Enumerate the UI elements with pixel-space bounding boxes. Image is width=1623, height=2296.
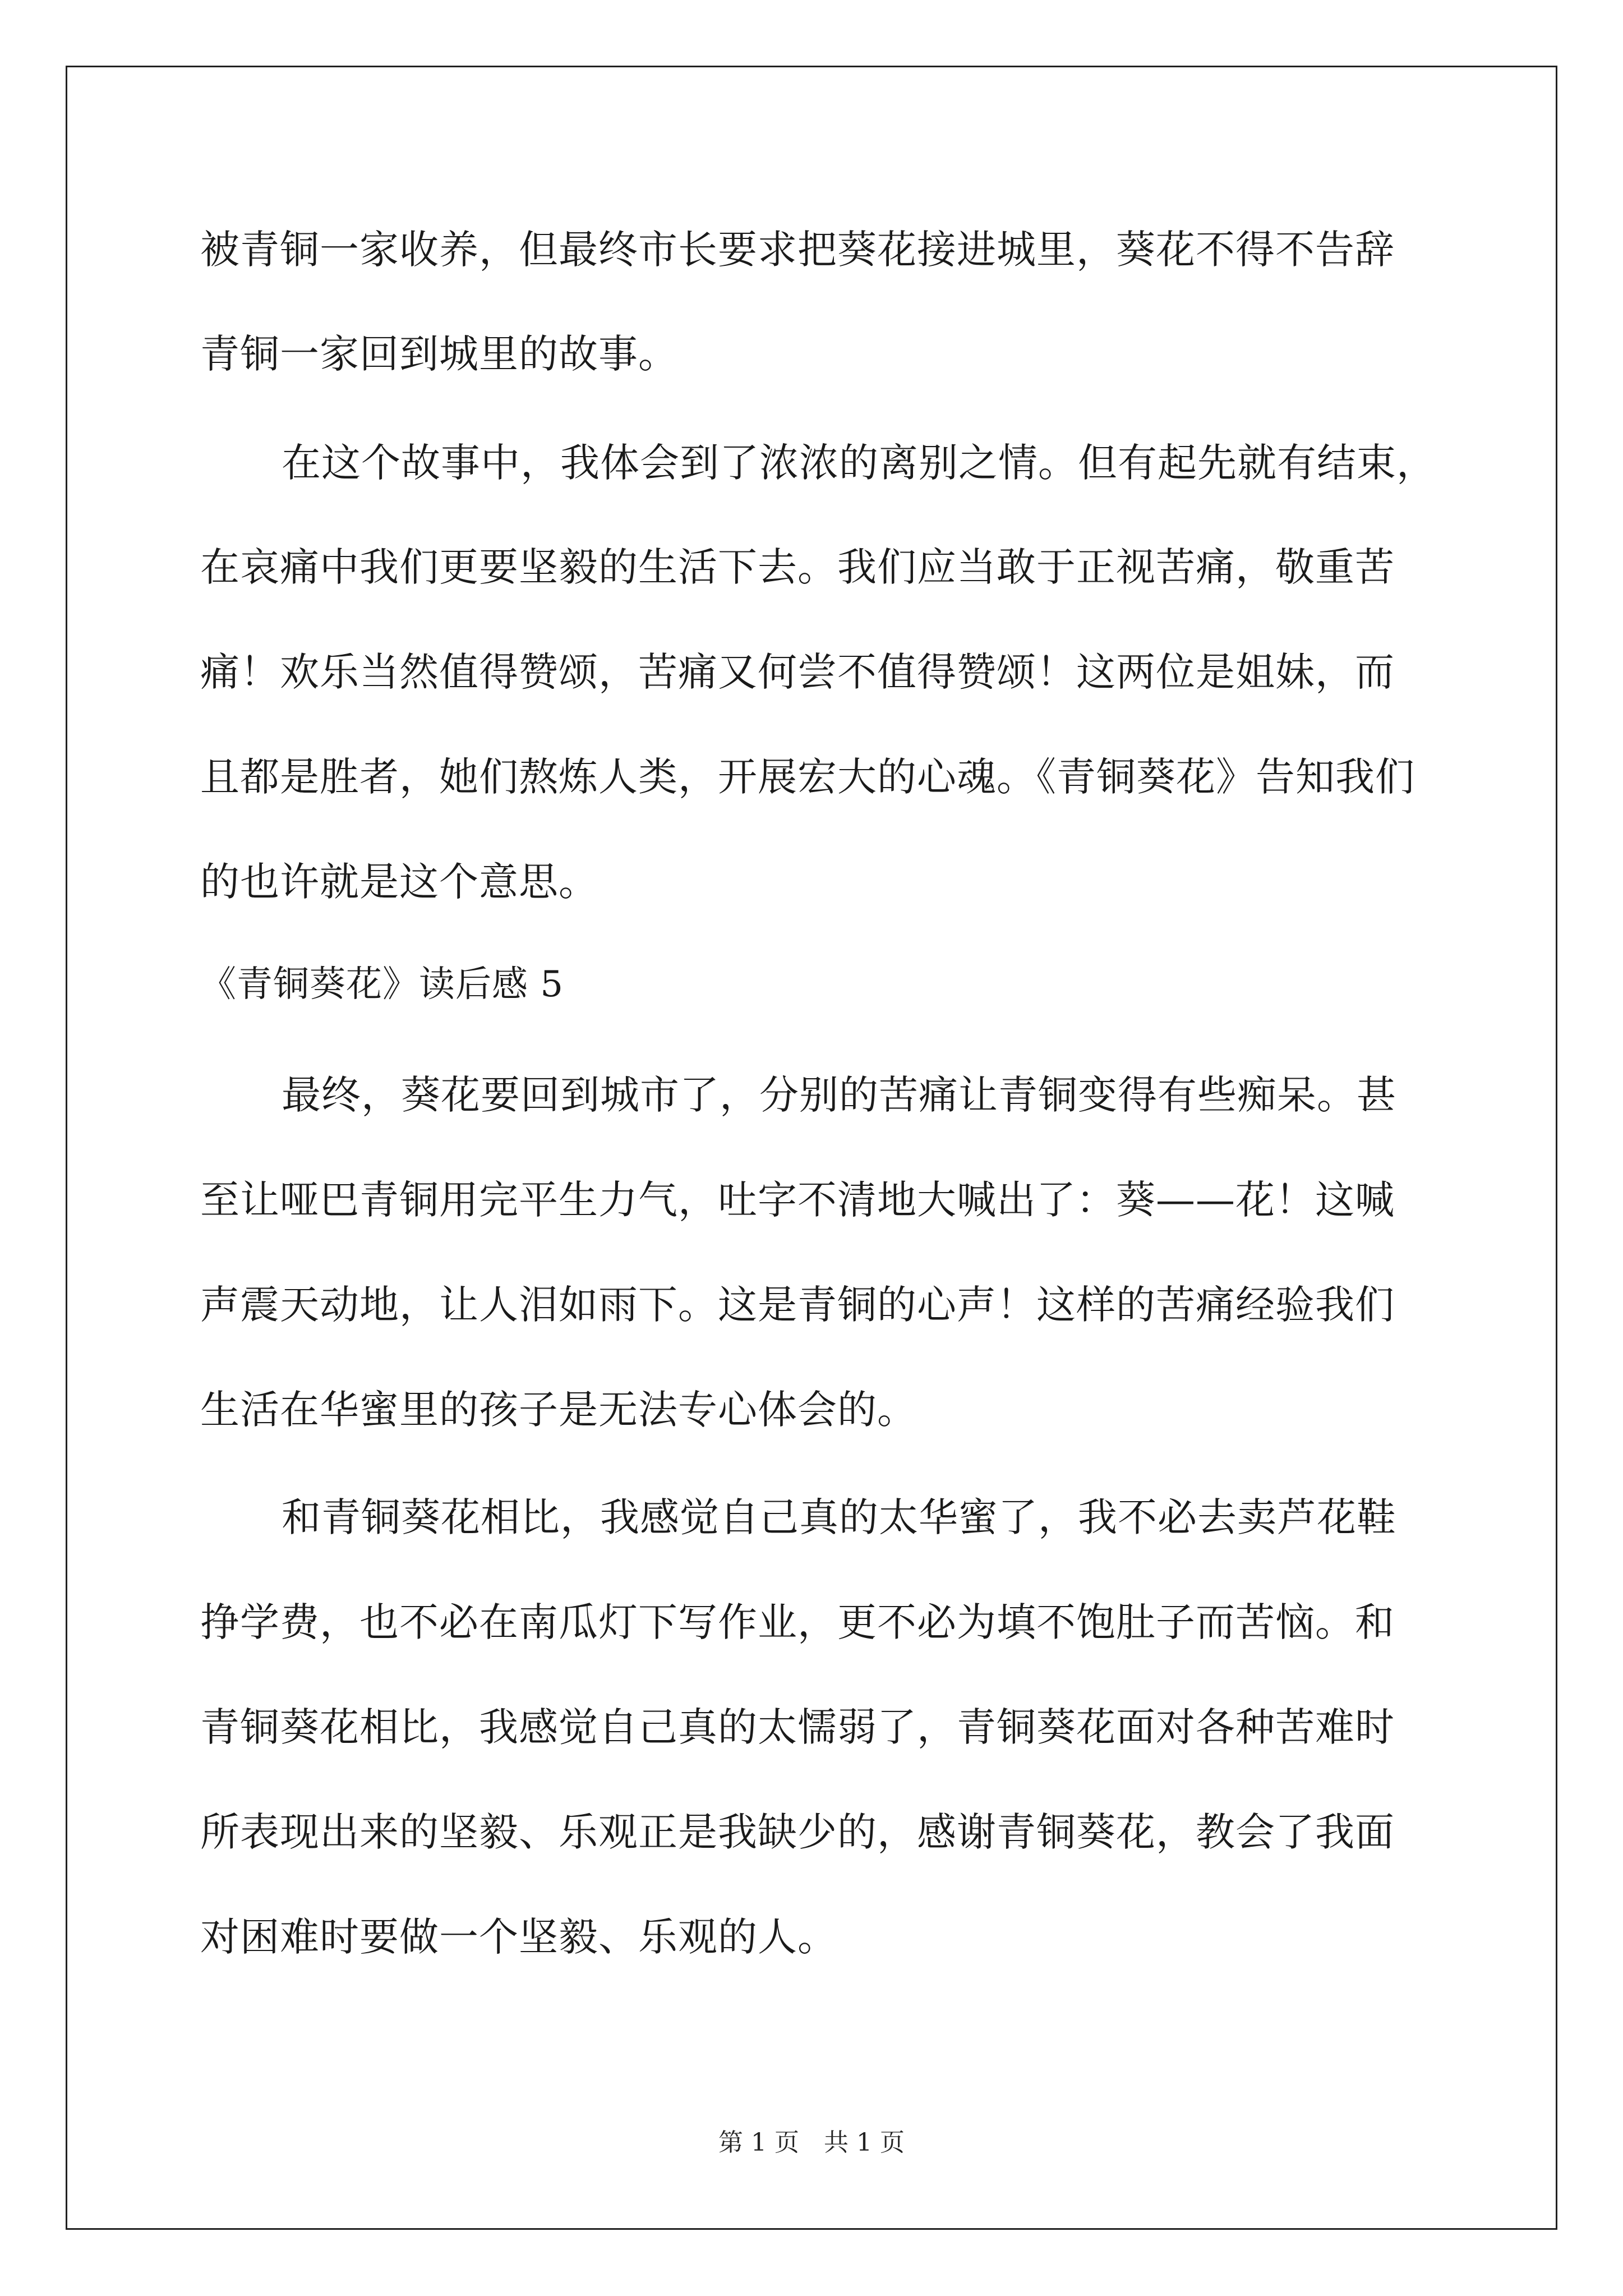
text-line: 青铜葵花相比，我感觉自己真的太懦弱了，青铜葵花面对各种苦难时	[200, 1704, 1395, 1750]
text-line: 的也许就是这个意思。	[200, 859, 598, 905]
text-line: 最终，葵花要回到城市了，分别的苦痛让青铜变得有些痴呆。甚	[282, 1072, 1396, 1118]
text-line: 青铜一家回到城里的故事。	[200, 331, 678, 377]
text-line: 和青铜葵花相比，我感觉自己真的太华蜜了，我不必去卖芦花鞋	[282, 1494, 1396, 1540]
text-line: 挣学费，也不必在南瓜灯下写作业，更不必为填不饱肚子而苦恼。和	[200, 1599, 1395, 1645]
text-line: 在哀痛中我们更要坚毅的生活下去。我们应当敢于正视苦痛，敬重苦	[200, 544, 1395, 590]
page-footer: 第 1 页 共 1 页	[718, 2128, 905, 2157]
text-line: 至让哑巴青铜用完平生力气，吐字不清地大喊出了：葵——花！这喊	[200, 1177, 1395, 1223]
text-line: 声震天动地，让人泪如雨下。这是青铜的心声！这样的苦痛经验我们	[200, 1282, 1395, 1328]
text-line: 在这个故事中，我体会到了浓浓的离别之情。但有起先就有结束，	[282, 440, 1436, 486]
page-border	[66, 66, 1557, 2230]
text-line: 所表现出来的坚毅、乐观正是我缺少的，感谢青铜葵花，教会了我面	[200, 1809, 1395, 1855]
text-line: 痛！欢乐当然值得赞颂，苦痛又何尝不值得赞颂！这两位是姐妹，而	[200, 649, 1395, 695]
text-line: 且都是胜者，她们熬炼人类，开展宏大的心魂。《青铜葵花》告知我们	[200, 754, 1415, 800]
text-line: 被青铜一家收养，但最终市长要求把葵花接进城里，葵花不得不告辞	[200, 227, 1395, 273]
text-line: 生活在华蜜里的孩子是无法专心体会的。	[200, 1387, 917, 1433]
section-heading: 《青铜葵花》读后感 5	[200, 964, 564, 1005]
text-line: 对困难时要做一个坚毅、乐观的人。	[200, 1914, 837, 1960]
